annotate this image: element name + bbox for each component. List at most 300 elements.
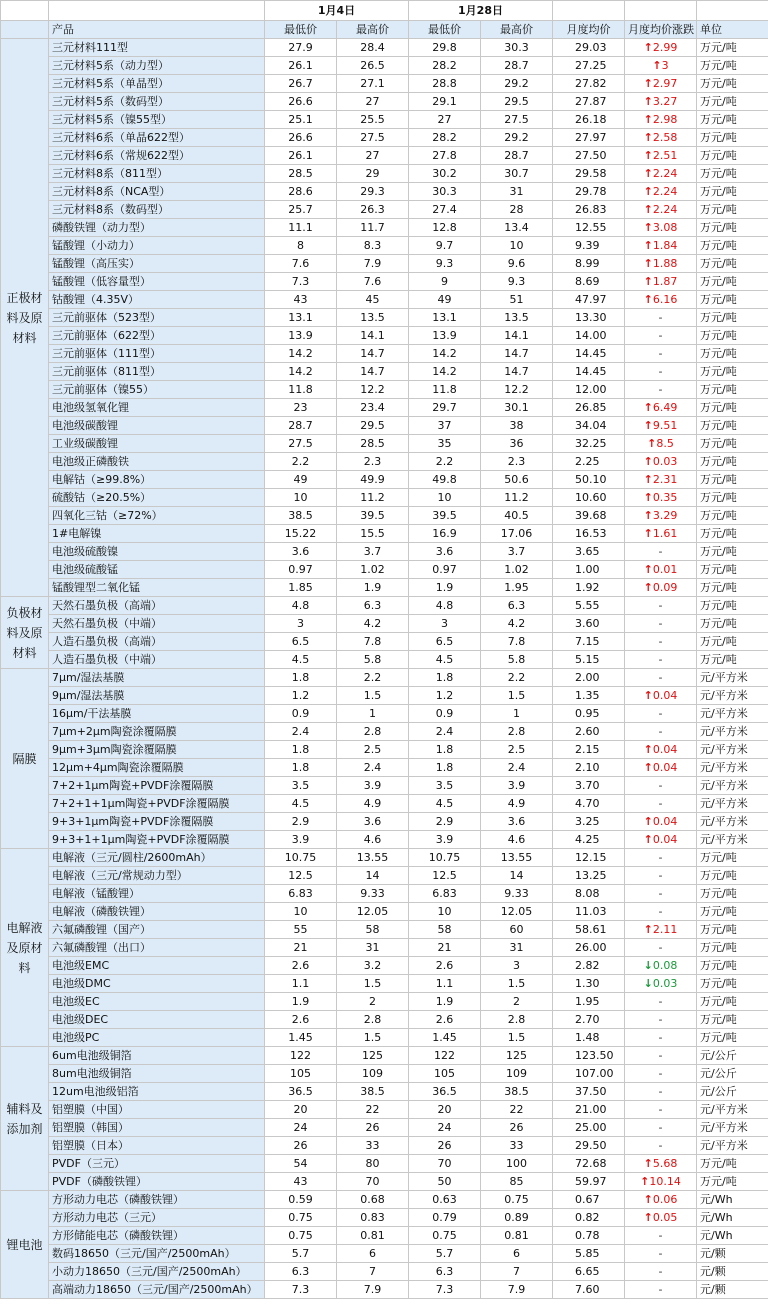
product-name: 1#电解镍 (49, 525, 265, 543)
monthly-change (625, 255, 697, 273)
arrow-up-icon: ↑ (643, 77, 653, 90)
unit: 万元/吨 (697, 1011, 768, 1029)
monthly-change: - (625, 381, 697, 399)
high-price-1: 14.1 (337, 327, 409, 345)
low-price-2: 1.8 (409, 741, 481, 759)
product-name: 9μm+3μm陶瓷涂覆隔膜 (49, 741, 265, 759)
table-row (1, 1173, 768, 1191)
low-price-1: 2.2 (265, 453, 337, 471)
high-price-2: 29.2 (481, 129, 553, 147)
change-value: 1.87 (652, 275, 678, 288)
monthly-change: - (625, 1029, 697, 1047)
low-price-2: 35 (409, 435, 481, 453)
table-row (1, 1083, 768, 1101)
high-price-2: 26 (481, 1119, 553, 1137)
product-name: 三元材料111型 (49, 39, 265, 57)
high-price-1: 45 (337, 291, 409, 309)
unit: 万元/吨 (697, 75, 768, 93)
table-row (1, 219, 768, 237)
unit: 万元/吨 (697, 309, 768, 327)
column-avg: 月度均价 (553, 21, 625, 39)
low-price-1: 25.7 (265, 201, 337, 219)
monthly-change: - (625, 1047, 697, 1065)
unit: 元/颗 (697, 1281, 768, 1299)
high-price-2: 27.5 (481, 111, 553, 129)
monthly-average: 14.00 (553, 327, 625, 345)
unit: 万元/吨 (697, 597, 768, 615)
high-price-2: 28 (481, 201, 553, 219)
table-row (1, 597, 768, 615)
low-price-2: 4.5 (409, 795, 481, 813)
monthly-change: - (625, 309, 697, 327)
product-name: 12um电池级铝箔 (49, 1083, 265, 1101)
high-price-2: 60 (481, 921, 553, 939)
monthly-average: 107.00 (553, 1065, 625, 1083)
low-price-2: 27 (409, 111, 481, 129)
monthly-change (625, 435, 697, 453)
table-row (1, 273, 768, 291)
high-price-2: 85 (481, 1173, 553, 1191)
monthly-change (625, 579, 697, 597)
unit: 万元/吨 (697, 165, 768, 183)
high-price-1: 26.5 (337, 57, 409, 75)
monthly-change (625, 921, 697, 939)
arrow-down-icon: ↓ (643, 977, 653, 990)
change-value: 2.11 (652, 923, 678, 936)
high-price-2: 1.5 (481, 975, 553, 993)
unit: 元/平方米 (697, 705, 768, 723)
change-value: 3.27 (652, 95, 678, 108)
low-price-1: 6.83 (265, 885, 337, 903)
monthly-average: 26.83 (553, 201, 625, 219)
low-price-1: 2.6 (265, 957, 337, 975)
table-row (1, 885, 768, 903)
table-row (1, 489, 768, 507)
product-name: 锰酸锂（高压实） (49, 255, 265, 273)
low-price-2: 7.3 (409, 1281, 481, 1299)
high-price-2: 1.5 (481, 1029, 553, 1047)
high-price-1: 70 (337, 1173, 409, 1191)
unit: 元/公斤 (697, 1083, 768, 1101)
high-price-2: 14.7 (481, 363, 553, 381)
high-price-2: 13.55 (481, 849, 553, 867)
high-price-1: 29.3 (337, 183, 409, 201)
column-product: 产品 (49, 21, 265, 39)
unit: 万元/吨 (697, 849, 768, 867)
column-high-2: 最高价 (481, 21, 553, 39)
table-row (1, 147, 768, 165)
low-price-1: 12.5 (265, 867, 337, 885)
unit: 元/Wh (697, 1191, 768, 1209)
low-price-2: 12.5 (409, 867, 481, 885)
monthly-change: - (625, 363, 697, 381)
low-price-2: 28.8 (409, 75, 481, 93)
unit: 元/颗 (697, 1263, 768, 1281)
high-price-2: 38.5 (481, 1083, 553, 1101)
monthly-average: 37.50 (553, 1083, 625, 1101)
change-value: 2.98 (652, 113, 678, 126)
high-price-1: 6 (337, 1245, 409, 1263)
table-row (1, 1029, 768, 1047)
low-price-1: 1.2 (265, 687, 337, 705)
monthly-change: - (625, 1101, 697, 1119)
change-value: 0.04 (652, 761, 678, 774)
unit: 万元/吨 (697, 453, 768, 471)
low-price-2: 36.5 (409, 1083, 481, 1101)
product-name: 7+2+1+1μm陶瓷+PVDF涂覆隔膜 (49, 795, 265, 813)
low-price-2: 1.2 (409, 687, 481, 705)
product-name: 钴酸锂（4.35V） (49, 291, 265, 309)
product-name: 12μm+4μm陶瓷涂覆隔膜 (49, 759, 265, 777)
low-price-2: 1.9 (409, 579, 481, 597)
monthly-change (625, 165, 697, 183)
product-name: 锰酸锂型二氧化锰 (49, 579, 265, 597)
change-value: 3 (661, 59, 669, 72)
monthly-change (625, 741, 697, 759)
unit: 万元/吨 (697, 255, 768, 273)
unit: 万元/吨 (697, 327, 768, 345)
unit: 元/平方米 (697, 669, 768, 687)
monthly-change (625, 75, 697, 93)
high-price-2: 10 (481, 237, 553, 255)
monthly-change: - (625, 1083, 697, 1101)
monthly-average: 27.25 (553, 57, 625, 75)
monthly-average: 10.60 (553, 489, 625, 507)
low-price-1: 10.75 (265, 849, 337, 867)
high-price-2: 2.2 (481, 669, 553, 687)
monthly-change (625, 237, 697, 255)
low-price-2: 49 (409, 291, 481, 309)
table-row (1, 939, 768, 957)
column-low-2: 最低价 (409, 21, 481, 39)
low-price-1: 43 (265, 1173, 337, 1191)
change-value: 0.08 (652, 959, 678, 972)
high-price-1: 27 (337, 93, 409, 111)
table-row (1, 57, 768, 75)
high-price-2: 2.5 (481, 741, 553, 759)
high-price-2: 13.5 (481, 309, 553, 327)
high-price-1: 1.5 (337, 1029, 409, 1047)
monthly-average: 29.78 (553, 183, 625, 201)
low-price-2: 9.3 (409, 255, 481, 273)
monthly-change: - (625, 867, 697, 885)
low-price-1: 10 (265, 903, 337, 921)
monthly-change (625, 291, 697, 309)
arrow-up-icon: ↑ (643, 113, 653, 126)
monthly-change: - (625, 327, 697, 345)
product-name: 9+3+1+1μm陶瓷+PVDF涂覆隔膜 (49, 831, 265, 849)
unit: 万元/吨 (697, 1155, 768, 1173)
low-price-2: 3.5 (409, 777, 481, 795)
unit: 万元/吨 (697, 381, 768, 399)
high-price-1: 3.6 (337, 813, 409, 831)
high-price-2: 36 (481, 435, 553, 453)
product-name: 天然石墨负极（高端） (49, 597, 265, 615)
monthly-average: 2.15 (553, 741, 625, 759)
high-price-2: 0.81 (481, 1227, 553, 1245)
high-price-1: 0.68 (337, 1191, 409, 1209)
high-price-2: 29.2 (481, 75, 553, 93)
monthly-average: 0.95 (553, 705, 625, 723)
unit: 万元/吨 (697, 903, 768, 921)
high-price-1: 26.3 (337, 201, 409, 219)
product-name: 电池级碳酸锂 (49, 417, 265, 435)
low-price-2: 1.9 (409, 993, 481, 1011)
high-price-2: 14.7 (481, 345, 553, 363)
arrow-up-icon: ↑ (643, 239, 653, 252)
low-price-2: 30.3 (409, 183, 481, 201)
table-row (1, 975, 768, 993)
low-price-1: 28.5 (265, 165, 337, 183)
unit: 万元/吨 (697, 957, 768, 975)
high-price-2: 5.8 (481, 651, 553, 669)
table-row (1, 759, 768, 777)
monthly-change (625, 687, 697, 705)
table-row (1, 705, 768, 723)
monthly-average: 2.10 (553, 759, 625, 777)
product-name: 方形动力电芯（三元） (49, 1209, 265, 1227)
low-price-1: 24 (265, 1119, 337, 1137)
unit: 万元/吨 (697, 417, 768, 435)
unit: 万元/吨 (697, 1029, 768, 1047)
product-name: 天然石墨负极（中端） (49, 615, 265, 633)
change-value: 2.24 (652, 203, 678, 216)
monthly-average: 8.08 (553, 885, 625, 903)
table-row (1, 237, 768, 255)
table-row (1, 633, 768, 651)
arrow-up-icon: ↑ (643, 689, 653, 702)
arrow-up-icon: ↑ (643, 221, 653, 234)
low-price-1: 26.6 (265, 93, 337, 111)
monthly-change (625, 759, 697, 777)
low-price-1: 4.5 (265, 795, 337, 813)
monthly-change: - (625, 615, 697, 633)
low-price-2: 10.75 (409, 849, 481, 867)
table-row (1, 1065, 768, 1083)
low-price-1: 1.9 (265, 993, 337, 1011)
monthly-average: 1.30 (553, 975, 625, 993)
unit: 元/公斤 (697, 1047, 768, 1065)
arrow-up-icon: ↑ (643, 563, 653, 576)
arrow-up-icon: ↑ (643, 401, 653, 414)
low-price-2: 0.75 (409, 1227, 481, 1245)
low-price-1: 38.5 (265, 507, 337, 525)
low-price-1: 1.8 (265, 669, 337, 687)
table-row (1, 345, 768, 363)
arrow-up-icon: ↑ (643, 923, 653, 936)
high-price-2: 3 (481, 957, 553, 975)
high-price-2: 51 (481, 291, 553, 309)
low-price-2: 9.7 (409, 237, 481, 255)
table-row (1, 471, 768, 489)
low-price-1: 43 (265, 291, 337, 309)
table-row (1, 1047, 768, 1065)
monthly-average: 12.15 (553, 849, 625, 867)
unit: 万元/吨 (697, 129, 768, 147)
product-name: 铝塑膜（日本） (49, 1137, 265, 1155)
unit: 万元/吨 (697, 615, 768, 633)
high-price-2: 1.02 (481, 561, 553, 579)
monthly-change: - (625, 1011, 697, 1029)
high-price-2: 1.95 (481, 579, 553, 597)
monthly-change (625, 975, 697, 993)
monthly-change (625, 273, 697, 291)
product-name: 锰酸锂（小动力） (49, 237, 265, 255)
product-name: 三元材料5系（镍55型） (49, 111, 265, 129)
monthly-average: 26.85 (553, 399, 625, 417)
high-price-2: 17.06 (481, 525, 553, 543)
low-price-2: 105 (409, 1065, 481, 1083)
change-value: 2.31 (652, 473, 678, 486)
change-value: 2.58 (652, 131, 678, 144)
low-price-2: 13.1 (409, 309, 481, 327)
high-price-2: 1.5 (481, 687, 553, 705)
low-price-1: 28.6 (265, 183, 337, 201)
high-price-1: 0.81 (337, 1227, 409, 1245)
low-price-2: 28.2 (409, 129, 481, 147)
monthly-average: 3.65 (553, 543, 625, 561)
high-price-1: 7.8 (337, 633, 409, 651)
low-price-2: 28.2 (409, 57, 481, 75)
low-price-1: 6.5 (265, 633, 337, 651)
high-price-2: 13.4 (481, 219, 553, 237)
monthly-change (625, 147, 697, 165)
low-price-1: 14.2 (265, 345, 337, 363)
monthly-average: 2.82 (553, 957, 625, 975)
monthly-change: - (625, 849, 697, 867)
high-price-1: 27.1 (337, 75, 409, 93)
monthly-average: 4.70 (553, 795, 625, 813)
high-price-1: 27 (337, 147, 409, 165)
monthly-change: - (625, 795, 697, 813)
high-price-1: 31 (337, 939, 409, 957)
table-row (1, 903, 768, 921)
low-price-2: 39.5 (409, 507, 481, 525)
low-price-1: 3.9 (265, 831, 337, 849)
product-name: 电解液（锰酸锂） (49, 885, 265, 903)
arrow-up-icon: ↑ (652, 59, 662, 72)
low-price-1: 8 (265, 237, 337, 255)
low-price-1: 26.1 (265, 147, 337, 165)
unit: 万元/吨 (697, 57, 768, 75)
high-price-2: 30.1 (481, 399, 553, 417)
high-price-1: 28.4 (337, 39, 409, 57)
product-name: 工业级碳酸锂 (49, 435, 265, 453)
change-value: 2.24 (652, 185, 678, 198)
unit: 万元/吨 (697, 273, 768, 291)
monthly-change: - (625, 669, 697, 687)
low-price-1: 10 (265, 489, 337, 507)
high-price-1: 23.4 (337, 399, 409, 417)
product-name: 电池级硫酸镍 (49, 543, 265, 561)
table-row (1, 831, 768, 849)
product-name: 硫酸钴（≥20.5%） (49, 489, 265, 507)
unit: 万元/吨 (697, 183, 768, 201)
low-price-2: 14.2 (409, 363, 481, 381)
table-row (1, 381, 768, 399)
date-header-row (1, 1, 768, 21)
product-name: 7μm+2μm陶瓷涂覆隔膜 (49, 723, 265, 741)
low-price-2: 2.6 (409, 1011, 481, 1029)
table-row (1, 579, 768, 597)
unit: 万元/吨 (697, 147, 768, 165)
change-value: 0.04 (652, 833, 678, 846)
product-name: 三元材料6系（常规622型） (49, 147, 265, 165)
high-price-1: 4.2 (337, 615, 409, 633)
low-price-1: 0.75 (265, 1227, 337, 1245)
table-row (1, 1101, 768, 1119)
monthly-average: 58.61 (553, 921, 625, 939)
high-price-2: 9.3 (481, 273, 553, 291)
low-price-1: 7.3 (265, 273, 337, 291)
monthly-average: 26.18 (553, 111, 625, 129)
unit: 元/公斤 (697, 1065, 768, 1083)
unit: 万元/吨 (697, 975, 768, 993)
arrow-up-icon: ↑ (643, 743, 653, 756)
monthly-change: - (625, 1245, 697, 1263)
unit: 万元/吨 (697, 633, 768, 651)
high-price-1: 9.33 (337, 885, 409, 903)
high-price-1: 11.2 (337, 489, 409, 507)
monthly-average: 27.97 (553, 129, 625, 147)
product-name: 电池级DEC (49, 1011, 265, 1029)
unit: 万元/吨 (697, 939, 768, 957)
low-price-1: 4.5 (265, 651, 337, 669)
monthly-average: 14.45 (553, 345, 625, 363)
change-value: 3.08 (652, 221, 678, 234)
change-value: 6.49 (652, 401, 678, 414)
arrow-up-icon: ↑ (643, 833, 653, 846)
unit: 万元/吨 (697, 525, 768, 543)
low-price-1: 1.8 (265, 741, 337, 759)
arrow-up-icon: ↑ (643, 455, 653, 468)
high-price-2: 109 (481, 1065, 553, 1083)
monthly-average: 13.25 (553, 867, 625, 885)
product-name: 电解液（磷酸铁锂） (49, 903, 265, 921)
arrow-up-icon: ↑ (643, 293, 653, 306)
low-price-2: 3.9 (409, 831, 481, 849)
high-price-1: 1.5 (337, 975, 409, 993)
monthly-average: 5.85 (553, 1245, 625, 1263)
table-row (1, 1011, 768, 1029)
low-price-1: 3.6 (265, 543, 337, 561)
low-price-2: 2.9 (409, 813, 481, 831)
low-price-2: 9 (409, 273, 481, 291)
high-price-2: 7 (481, 1263, 553, 1281)
high-price-1: 109 (337, 1065, 409, 1083)
unit: 万元/吨 (697, 579, 768, 597)
monthly-change: - (625, 903, 697, 921)
unit: 万元/吨 (697, 345, 768, 363)
table-row (1, 309, 768, 327)
monthly-average: 1.48 (553, 1029, 625, 1047)
table-row (1, 651, 768, 669)
low-price-1: 2.9 (265, 813, 337, 831)
high-price-2: 12.2 (481, 381, 553, 399)
monthly-change (625, 201, 697, 219)
product-name: 三元前驱体（111型） (49, 345, 265, 363)
high-price-2: 3.7 (481, 543, 553, 561)
category-anode: 负极材料及原材料 (1, 597, 49, 669)
low-price-2: 26 (409, 1137, 481, 1155)
high-price-2: 28.7 (481, 147, 553, 165)
product-name: 电解液（三元/常规动力型） (49, 867, 265, 885)
high-price-2: 14 (481, 867, 553, 885)
monthly-change (625, 93, 697, 111)
high-price-1: 27.5 (337, 129, 409, 147)
change-value: 2.99 (652, 41, 678, 54)
high-price-2: 30.3 (481, 39, 553, 57)
